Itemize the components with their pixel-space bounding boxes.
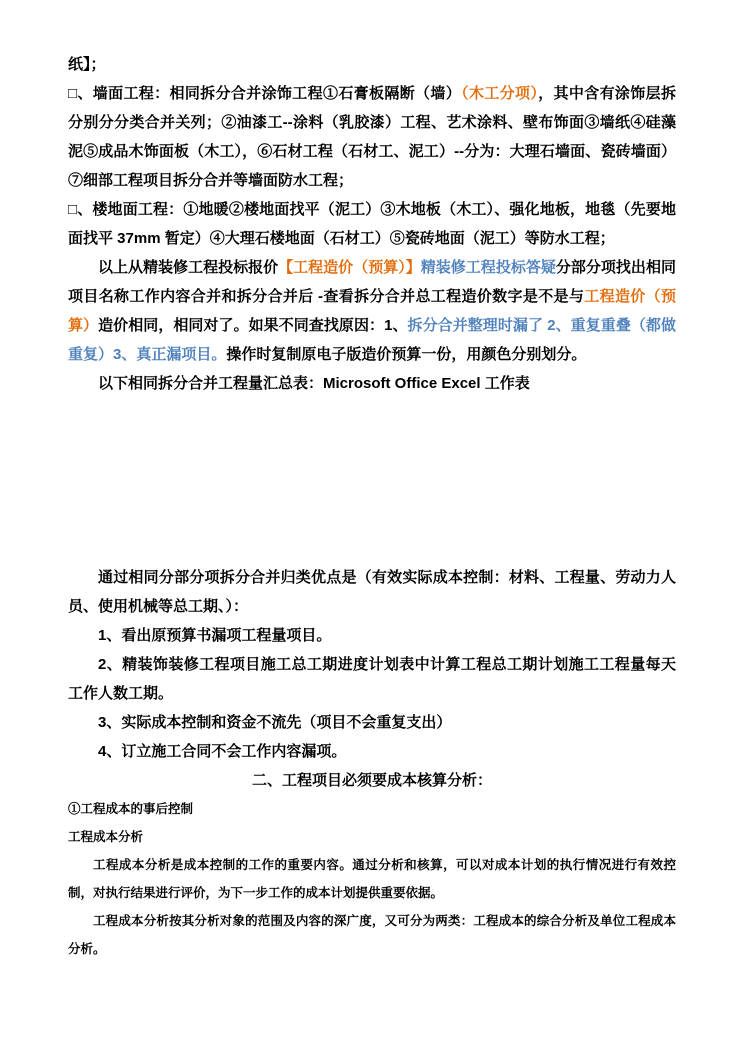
section-title <box>68 766 676 795</box>
text-segment: ，其中含有涂饰层拆分别分分类合并关列；②油漆工--涂料（乳胶漆）工程、艺术涂料、壁布饰面③墙纸④硅藻泥⑤成品木饰面板（木工），⑥石材工程（石材工、泥工）--分为：大理石墙面、瓷砖墙面）⑦细部工程项目拆分合并等墙面防水工程； <box>68 85 676 189</box>
text-segment: 拆分合并整理时漏了 2、重复重叠（都做重复）3、真正漏项目。 <box>68 317 676 363</box>
list-item-3 <box>68 708 676 737</box>
list-item-2 <box>68 650 676 708</box>
text-segment: 分部分项找出相同项目名称工作内容合并和拆分合并后 -查看拆分合并总工程造价数字是不是与 <box>68 259 676 305</box>
paragraph-continuation <box>68 50 676 79</box>
paragraph-floor-works <box>68 195 676 253</box>
text-segment: 3、实际成本控制和资金不流先（项目不会重复支出） <box>98 714 452 731</box>
paragraph-gap <box>68 398 676 563</box>
text-segment: 纸】； <box>68 56 106 73</box>
text-segment: 精装修工程投标答疑 <box>420 259 556 276</box>
text-segment: 2、精装饰装修工程项目施工总工期进度计划表中计算工程总工期计划施工工程量每天工作人数工期。 <box>68 656 676 702</box>
subsection-heading <box>68 795 676 823</box>
text-segment: ①工程成本的事后控制 <box>68 802 194 816</box>
paragraph-advantages-intro <box>68 563 676 621</box>
subsection-subheading <box>68 823 676 851</box>
text-segment: 4、订立施工合同不会工作内容漏项。 <box>98 743 347 760</box>
text-segment: 二、工程项目必须要成本核算分析： <box>251 772 492 789</box>
paragraph-wall-works <box>68 79 676 195</box>
text-segment: 工程造价（预算） <box>68 288 676 334</box>
text-segment: 工程成本分析 <box>68 830 144 844</box>
text-segment: 工程成本分析按其分析对象的范围及内容的深广度，又可分为两类：工程成本的综合分析及单位工程成本分析。 <box>68 914 676 956</box>
text-segment: 操作时复制原电子版造价预算一份，用颜色分别划分。 <box>226 346 587 363</box>
paragraph-cost-analysis-1 <box>68 851 676 907</box>
paragraph-cost-analysis-2 <box>68 907 676 963</box>
paragraph-merge-check <box>68 253 676 369</box>
text-segment: 通过相同分部分项拆分合并归类优点是（有效实际成本控制：材料、工程量、劳动力人员、使用机械等总工期、）： <box>68 569 676 615</box>
text-segment: 【工程造价（预算）】 <box>278 259 421 276</box>
text-segment: （木工分项） <box>461 85 539 102</box>
text-segment: □、墙面工程：相同拆分合并涂饰工程①石膏板隔断（墙） <box>68 85 462 102</box>
text-segment: 造价相同，相同对了。如果不同查找原因：1、 <box>98 317 408 334</box>
list-item-4 <box>68 737 676 766</box>
text-segment: □、楼地面工程：①地暖②楼地面找平（泥工）③木地板（木工）、强化地板，地毯（先要地面找平 37mm 暂定）④大理石楼地面（石材工）⑤瓷砖地面（泥工）等防水工程； <box>68 201 676 247</box>
text-segment: 以下相同拆分合并工程量汇总表：Microsoft Office Excel 工作表 <box>98 375 530 392</box>
text-segment: 1、看出原预算书漏项工程量项目。 <box>98 627 332 644</box>
document-body <box>68 50 676 963</box>
list-item-1 <box>68 621 676 650</box>
text-segment: 以上从精装修工程投标报价 <box>98 259 279 276</box>
text-segment: 工程成本分析是成本控制的工作的重要内容。通过分析和核算，可以对成本计划的执行情况进行有效控制，对执行结果进行评价，为下一步工作的成本计划提供重要依据。 <box>68 858 676 900</box>
paragraph-excel-summary <box>68 369 676 398</box>
